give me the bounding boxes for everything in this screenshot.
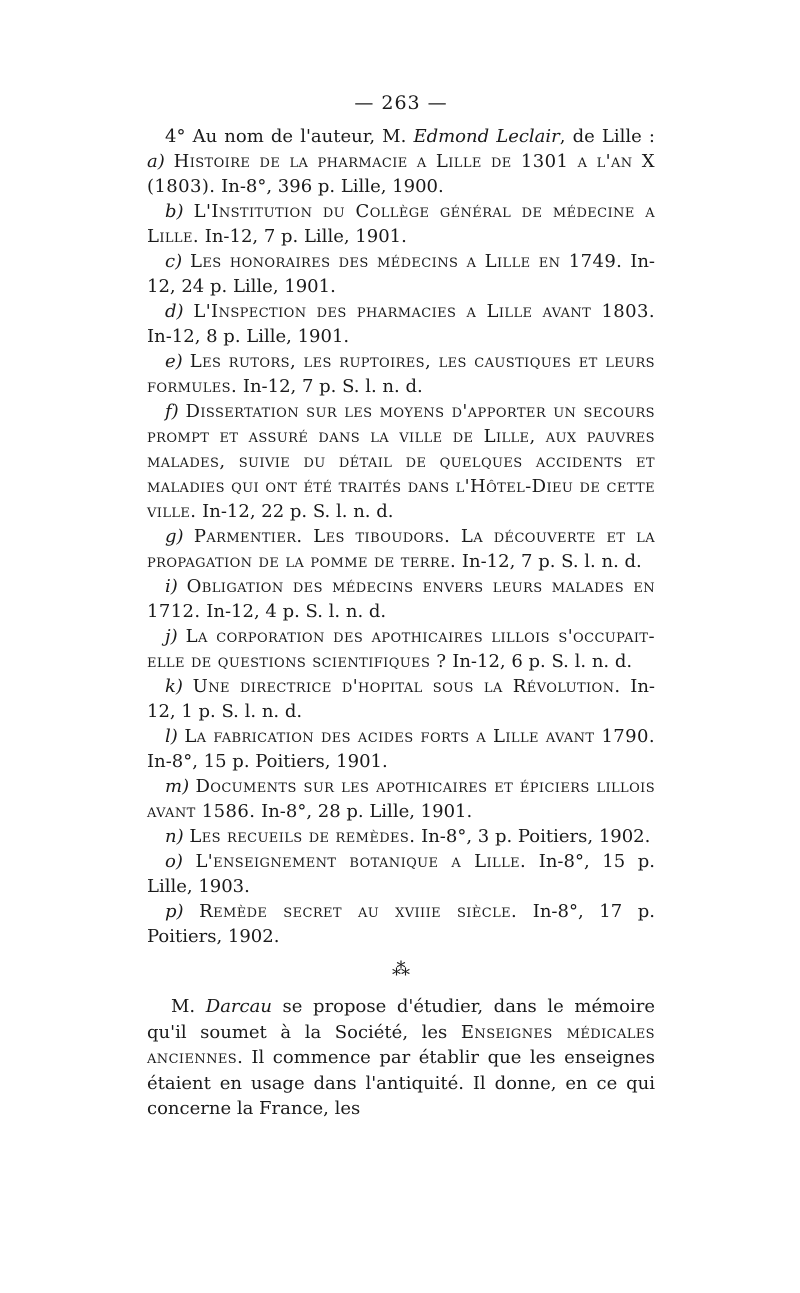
bibliography-entry	[147, 574, 655, 624]
entry-title: Dissertation sur les moyens d'apporter un secours prompt et assuré dans la ville de Lille, aux pauvres malades, suivie du détail de quelques accidents et maladies qui ont été traités dans l'Hôtel-Dieu de cette ville.	[147, 401, 655, 522]
entry-details: In-8°, 3 p. Poitiers, 1902.	[421, 826, 651, 847]
intro-suffix: , de Lille :	[559, 126, 655, 147]
entry-details: In-12, 7 p. S. l. n. d.	[461, 551, 642, 572]
entry-letter: b)	[165, 201, 184, 222]
bibliography-entry	[147, 899, 655, 949]
bibliography-entry	[147, 724, 655, 774]
memoir-author: Darcau	[205, 996, 272, 1017]
entry-details: In-12, 6 p. S. l. n. d.	[452, 651, 633, 672]
entry-details: In-12, 7 p. S. l. n. d.	[242, 376, 423, 397]
memoir-text-after: . Il commence par établir que les enseignes étaient en usage dans l'antiquité. Il donne, en ce qui concerne la France, les	[147, 1047, 655, 1119]
entry-details: In-12, 8 p. Lille, 1901.	[147, 326, 350, 347]
entry-title: Les recueils de remèdes.	[189, 826, 416, 847]
entry-details: In-12, 22 p. S. l. n. d.	[202, 501, 394, 522]
entry-title: Histoire de la pharmacie a Lille de 1301 a l'an X (1803).	[147, 151, 655, 197]
entry-letter: i)	[165, 576, 178, 597]
bibliography-entry	[147, 524, 655, 574]
entry-details: In-12, 7 p. Lille, 1901.	[204, 226, 407, 247]
entry-title: Obligation des médecins envers leurs malades en 1712.	[147, 576, 655, 622]
section-asterism: ⁂	[392, 959, 410, 980]
bibliography-entry	[147, 399, 655, 524]
bibliography-entry	[147, 249, 655, 299]
intro-author: Edmond Leclair	[413, 126, 560, 147]
memoir-paragraph	[147, 994, 655, 1122]
entry-letter: f)	[165, 401, 179, 422]
bibliography-entry	[147, 299, 655, 349]
entry-title: Documents sur les apothicaires et épiciers lillois avant 1586.	[147, 776, 655, 822]
bibliography-entry	[147, 824, 655, 849]
entry-details: In-8°, 396 p. Lille, 1900.	[221, 176, 444, 197]
bibliography-list	[147, 124, 655, 949]
bibliography-entry	[147, 199, 655, 249]
entry-title: Parmentier. Les tiboudors. La découverte et la propagation de la pomme de terre.	[147, 526, 655, 572]
entry-title: L'enseignement botanique a Lille.	[195, 851, 527, 872]
entry-details: In-12, 24 p. Lille, 1901.	[147, 251, 655, 297]
entry-title: Les honoraires des médecins a Lille en 1749.	[190, 251, 623, 272]
entry-details: In-8°, 15 p. Lille, 1903.	[147, 851, 655, 897]
entry-details: In-8°, 17 p. Poitiers, 1902.	[147, 901, 655, 947]
entry-letter: k)	[165, 676, 183, 697]
entry-letter: m)	[165, 776, 190, 797]
memoir-prefix: M.	[171, 996, 206, 1017]
bibliography-entry	[147, 774, 655, 824]
entry-title: L'Inspection des pharmacies a Lille avant 1803.	[193, 301, 655, 322]
entry-letter: o)	[165, 851, 183, 872]
entry-details: In-12, 1 p. S. l. n. d.	[147, 676, 656, 722]
intro-prefix: 4° Au nom de l'auteur, M.	[165, 126, 414, 147]
document-page	[147, 92, 655, 1122]
memoir-title: Enseignes médicales anciennes	[147, 1021, 655, 1068]
bibliography-entry	[147, 624, 655, 674]
entry-letter: g)	[165, 526, 184, 547]
entry-letter: e)	[165, 351, 183, 372]
entry-title: Remède secret au xviiie siècle.	[199, 901, 518, 922]
entry-title: L'Institution du Collège général de médecine a Lille.	[147, 201, 655, 247]
entry-title: Une directrice d'hopital sous la Révolution.	[192, 676, 621, 697]
entry-details: In-8°, 15 p. Poitiers, 1901.	[147, 751, 388, 772]
bibliography-entry	[147, 349, 655, 399]
entry-letter: j)	[165, 626, 178, 647]
bibliography-entry	[147, 674, 655, 724]
entry-details: In-12, 4 p. S. l. n. d.	[206, 601, 387, 622]
entry-letter: p)	[165, 901, 184, 922]
entry-details: In-8°, 28 p. Lille, 1901.	[261, 801, 473, 822]
entry-letter: n)	[165, 826, 184, 847]
entry-letter: l)	[165, 726, 178, 747]
entry-letter: c)	[165, 251, 183, 272]
entry-title: Les rutors, les ruptoires, les caustiques et leurs formules.	[147, 351, 655, 397]
entry-title: La fabrication des acides forts a Lille avant 1790.	[184, 726, 655, 747]
entry-letter: a)	[147, 151, 165, 172]
page-number: — 263 —	[354, 92, 448, 114]
memoir-text-before: se propose d'étudier, dans le mémoire qu'il soumet à la Société, les	[147, 996, 656, 1043]
bibliography-intro	[147, 124, 655, 199]
entry-title: La corporation des apothicaires lillois s'occupait-elle de questions scientifiques ?	[147, 626, 655, 672]
entry-letter: d)	[165, 301, 184, 322]
bibliography-entry	[147, 849, 655, 899]
